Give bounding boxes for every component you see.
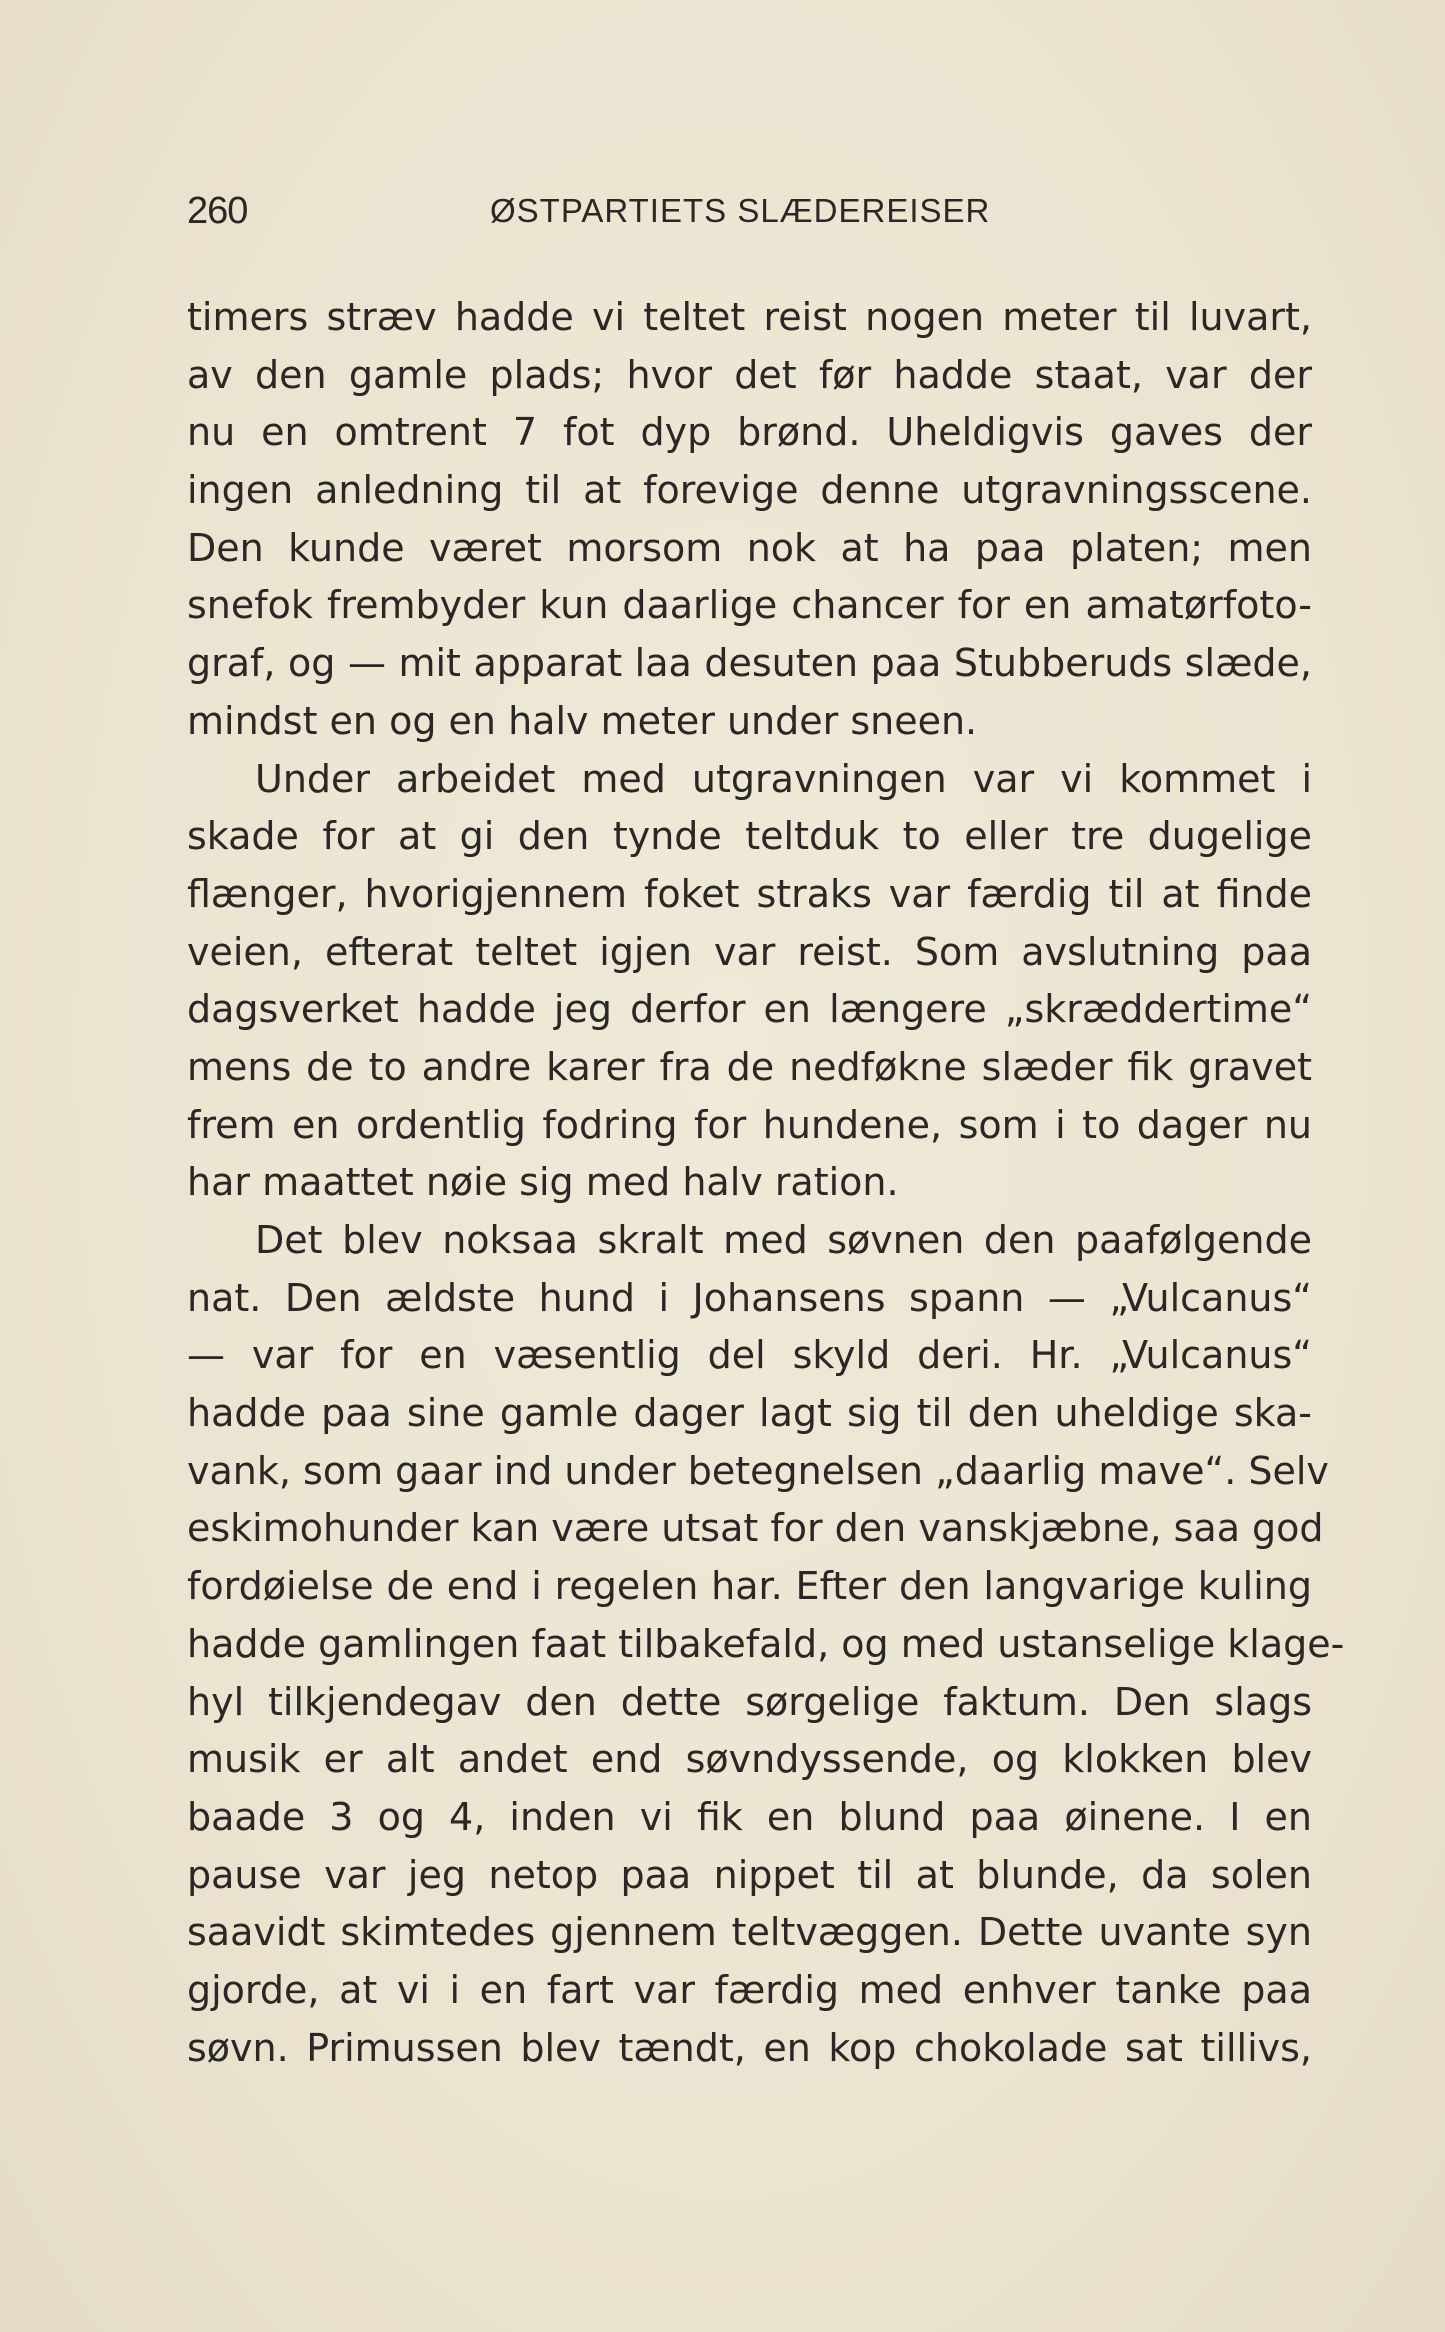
text-line: nat. Den ældste hund i Johansens spann — „Vulcanus“ <box>187 1275 1312 1320</box>
text-line: mindst en og en halv meter under sneen. <box>187 698 978 743</box>
text-line: flænger, hvorigjennem foket straks var færdig til at finde <box>187 871 1312 916</box>
text-line: veien, efterat teltet igjen var reist. Som avslutning paa <box>187 929 1312 974</box>
text-line: saavidt skimtedes gjennem teltvæggen. Dette uvante syn <box>187 1910 1312 1955</box>
text-line: baade 3 og 4, inden vi fik en blund paa øinene. I en <box>187 1794 1312 1839</box>
text-line: musik er alt andet end søvndyssende, og klokken blev <box>187 1737 1312 1782</box>
text-line: dagsverket hadde jeg derfor en længere „skræddertime“ <box>187 987 1312 1032</box>
text-line: Den kunde været morsom nok at ha paa platen; men <box>187 525 1312 570</box>
page-header <box>187 186 1312 236</box>
text-line: har maattet nøie sig med halv ration. <box>187 1160 899 1205</box>
text-line: mens de to andre karer fra de nedføkne slæder fik gravet <box>187 1044 1312 1089</box>
text-line: skade for at gi den tynde teltduk to eller tre dugelige <box>187 814 1312 859</box>
text-line: timers stræv hadde vi teltet reist nogen meter til luvart, <box>187 295 1312 339</box>
text-line: snefok frembyder kun daarlige chancer for en amatørfoto- <box>187 583 1312 628</box>
text-line: hadde gamlingen faat tilbakefald, og med ustanselige klage- <box>187 1621 1345 1666</box>
text-line: hyl tilkjendegav den dette sørgelige faktum. Den slags <box>187 1679 1312 1724</box>
text-line: nu en omtrent 7 fot dyp brønd. Uheldigvis gaves der <box>187 410 1312 455</box>
text-line: fordøielse de end i regelen har. Efter den langvarige kuling <box>187 1564 1312 1609</box>
text-line: vank, som gaar ind under betegnelsen „daarlig mave“. Selv <box>187 1448 1329 1493</box>
text-line: Det blev noksaa skralt med søvnen den paafølgende <box>255 1218 1312 1262</box>
text-line: pause var jeg netop paa nippet til at blunde, da solen <box>187 1852 1312 1897</box>
text-line: ingen anledning til at forevige denne utgravningsscene. <box>187 468 1312 513</box>
text-line: graf, og — mit apparat laa desuten paa Stubberuds slæde, <box>187 641 1312 686</box>
text-line: gjorde, at vi i en fart var færdig med enhver tanke paa <box>187 1967 1312 2012</box>
text-line: Under arbeidet med utgravningen var vi kommet i <box>255 756 1312 801</box>
text-line: søvn. Primussen blev tændt, en kop chokolade sat tillivs, <box>187 2025 1312 2070</box>
page-number: 260 <box>187 190 248 232</box>
text-line: av den gamle plads; hvor det før hadde staat, var der <box>187 352 1312 397</box>
text-line: eskimohunder kan være utsat for den vanskjæbne, saa god <box>187 1506 1324 1551</box>
text-line: — var for en væsentlig del skyld deri. Hr. „Vulcanus“ <box>187 1333 1312 1378</box>
text-line: frem en ordentlig fodring for hundene, som i to dager nu <box>187 1102 1312 1147</box>
text-line: hadde paa sine gamle dager lagt sig til den uheldige ska- <box>187 1391 1312 1436</box>
running-title: ØSTPARTIETS SLÆDEREISER <box>490 192 991 229</box>
body-text <box>187 289 1345 2077</box>
